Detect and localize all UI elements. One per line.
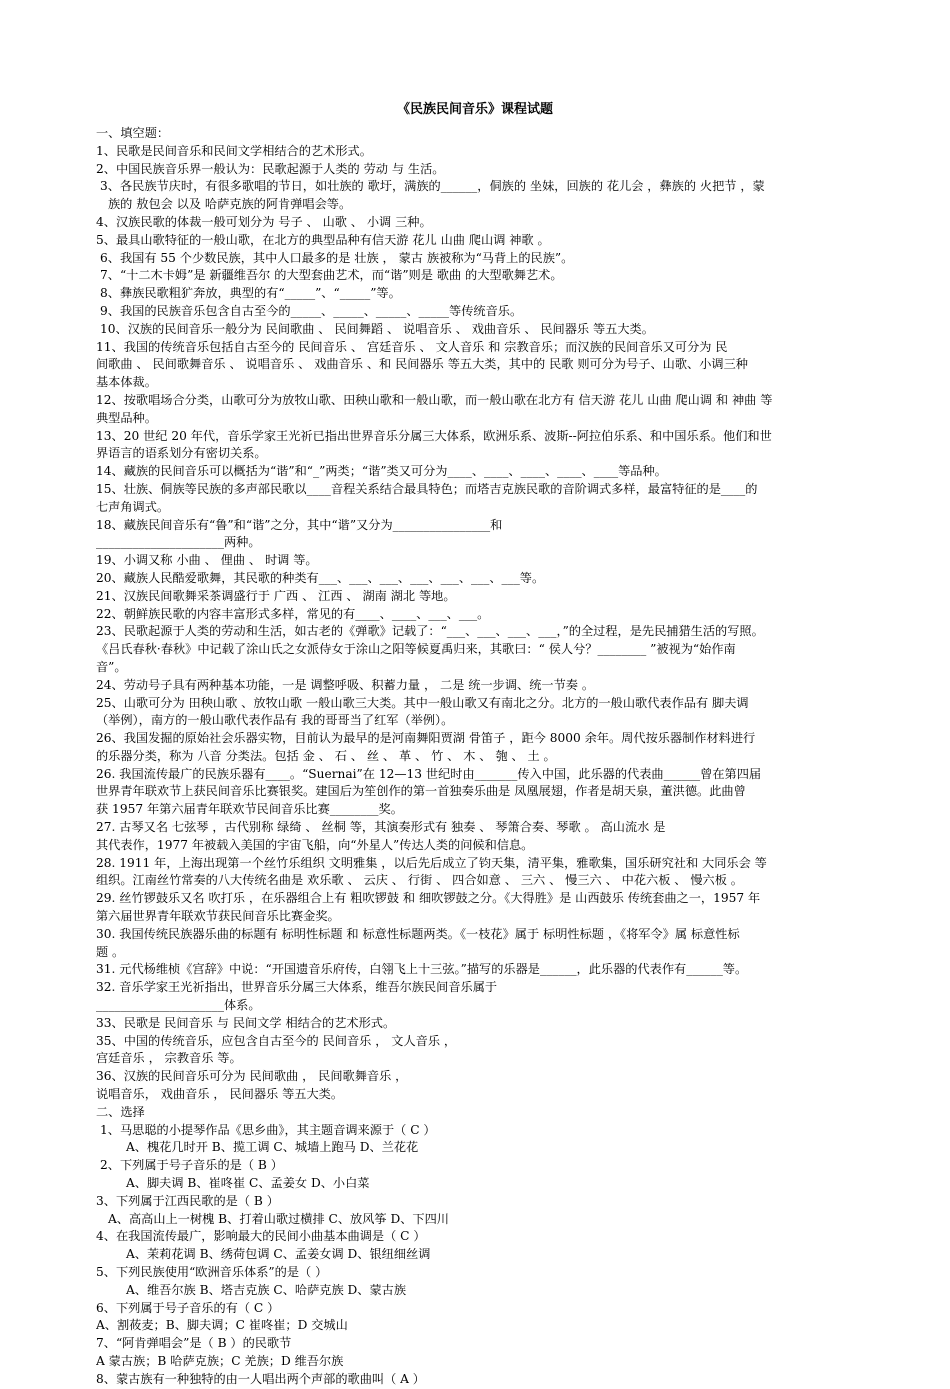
text-line: 9、我国的民族音乐包含自古至今的_____、_____、_____、_____等传统音乐。 — [100, 303, 523, 318]
text-line: 31. 元代杨维桢《宫辞》中说：“开国遗音乐府传，白翎飞上十三弦。”描写的乐器是______，此乐器的代表作有______等。 — [96, 962, 748, 977]
text-line: 一、填空题： — [96, 126, 170, 140]
text-line: 5、下列民族使用“欧洲音乐体系”的是（ ） — [96, 1265, 328, 1279]
text-line: A、茉莉花调 B、绣荷包调 C、孟姜女调 D、银纽细丝调 — [126, 1247, 431, 1262]
text-line: 宫廷音乐 ， 宗教音乐 等。 — [96, 1051, 242, 1066]
text-line: 23、民歌起源于人类的劳动和生活，如古老的《弹歌》记载了：“___、___、___、___，”的全过程，是先民捕猎生活的写照。 — [96, 624, 764, 639]
text-line: 族的 敖包会 以及 哈萨克族的阿肯弹唱会等。 — [108, 197, 352, 212]
text-line: 32. 音乐学家王光祈指出，世界音乐分属三大体系，维吾尔族民间音乐属于 — [96, 980, 498, 995]
text-line: 14、藏族的民间音乐可以概括为“谐”和“_”两类；“谐”类又可分为____、____、____、____、____等品种。 — [96, 464, 667, 479]
text-line: 13、20 世纪 20 年代，音乐学家王光祈已指出世界音乐分属三大体系，欧洲乐系、波斯--阿拉伯乐系、和中国乐系。他们和世 — [96, 428, 772, 443]
text-line: 30. 我国传统民族器乐曲的标题有 标明性标题 和 标意性标题两类。《一枝花》属于 标明性标题 ，《将军令》属 标意性标 — [96, 926, 740, 941]
text-line: 22、朝鲜族民歌的内容丰富形式多样，常见的有____、____、___、___。 — [96, 606, 490, 621]
text-line: A、高高山上一树槐 B、打着山歌过横排 C、放风筝 D、下四川 — [108, 1211, 449, 1226]
text-line: 界语言的语系划分有密切关系。 — [96, 446, 267, 461]
text-line: 7、“十二木卡姆”是 新疆维吾尔 的大型套曲艺术，而“谐”则是 歌曲 的大型歌舞艺术。 — [100, 268, 563, 283]
text-line: 1、民歌是民间音乐和民间文学相结合的艺术形式。 — [96, 143, 372, 158]
text-line: 基本体裁。 — [96, 375, 157, 390]
text-line: 6、我国有 55 个少数民族，其中人口最多的是 壮族 ， 蒙古 族被称为“马背上的民族”。 — [100, 250, 574, 265]
text-line: 29. 丝竹锣鼓乐又名 吹打乐 ，在乐器组合上有 粗吹锣鼓 和 细吹锣鼓之分。《大得胜》是 山西鼓乐 传统套曲之一，1957 年 — [96, 891, 761, 906]
text-line: 8、彝族民歌粗犷奔放，典型的有“_____”、“_____”等。 — [100, 286, 401, 301]
text-line: 18、藏族民间音乐有“鲁”和“谐”之分，其中“谐”又分为________________和 — [96, 517, 503, 532]
text-line: 12、按歌唱场合分类，山歌可分为放牧山歌、田秧山歌和一般山歌，而一般山歌在北方有 信天游 花儿 山曲 爬山调 和 神曲 等 — [96, 392, 773, 407]
text-line: 世界青年联欢节上获民间音乐比赛银奖。建国后为笙创作的第一首独奏乐曲是 凤凰展翅，作者是胡天泉，董洪德。此曲曾 — [96, 784, 746, 799]
text-line: 1、马思聪的小提琴作品《思乡曲》，其主题音调来源于（ C ） — [100, 1122, 436, 1137]
text-line: A 蒙古族；B 哈萨克族；C 羌族；D 维吾尔族 — [96, 1353, 344, 1368]
text-line: 组织。江南丝竹常奏的八大传统名曲是 欢乐歌 、 云庆 、 行街 、 四合如意 、 三六 、 慢三六 、 中花六板 、 慢六板 。 — [96, 873, 743, 888]
text-line: A、维吾尔族 B、塔吉克族 C、哈萨克族 D、蒙古族 — [126, 1282, 407, 1297]
text-line: 11、我国的传统音乐包括自古至今的 民间音乐 、 宫廷音乐 、 文人音乐 和 宗教音乐；而汉族的民间音乐又可分为 民 — [96, 339, 728, 354]
text-line: 4、汉族民歌的体裁一般可划分为 号子 、 山歌 、 小调 三种。 — [96, 214, 432, 229]
text-line: 二、选择 — [96, 1104, 145, 1119]
text-line: 间歌曲 、 民间歌舞音乐 、 说唱音乐 、 戏曲音乐 、和 民间器乐 等五大类，其中的 民歌 则可分为号子、山歌、小调三种 — [96, 357, 748, 372]
text-line: 典型品种。 — [96, 410, 157, 425]
text-line: 21、汉族民间歌舞采茶调盛行于 广西 、 江西 、 湖南 湖北 等地。 — [96, 588, 456, 603]
text-line: 《吕氏春秋·春秋》中记载了涂山氏之女派侍女于涂山之阳等候夏禹归来，其歌曰：“ 侯人兮？________ ”被视为“始作南 — [96, 642, 736, 657]
text-line: 36、汉族的民间音乐可分为 民间歌曲 ， 民间歌舞音乐 ， — [96, 1069, 408, 1084]
text-line: 的乐器分类，称为 八音 分类法。包括 金 、 石 、 丝 、 革 、 竹 、 木 、 匏 、 土 。 — [96, 748, 556, 763]
text-line: 2、中国民族音乐界一般认为：民歌起源于人类的 劳动 与 生活。 — [96, 161, 445, 176]
text-line: A、割莜麦；B、脚夫调；C 崔咚崔；D 交城山 — [96, 1318, 348, 1333]
text-line: _____________________两种。 — [96, 535, 261, 550]
text-line: A、脚夫调 B、崔咚崔 C、孟姜女 D、小白菜 — [126, 1176, 370, 1191]
text-line: 2、下列属于号子音乐的是（ B ） — [100, 1158, 283, 1173]
text-line: 19、小调又称 小曲 、 俚曲 、 时调 等。 — [96, 553, 318, 568]
text-line: _____________________体系。 — [96, 998, 261, 1013]
text-line: 10、汉族的民间音乐一般分为 民间歌曲 、 民间舞蹈 、 说唱音乐 、 戏曲音乐 、 民间器乐 等五大类。 — [100, 321, 654, 336]
text-line: 3、下列属于江西民歌的是（ B ） — [96, 1193, 279, 1208]
text-line: 其代表作，1977 年被载入美国的宇宙飞船，向“外星人”传达人类的问候和信息。 — [96, 837, 534, 852]
text-line: 题 。 — [96, 944, 125, 959]
text-line: 26. 我国流传最广的民族乐器有____。“Suernai”在 12—13 世纪时由_______传入中国，此乐器的代表曲______曾在第四届 — [96, 766, 762, 781]
text-line: 七声角调式。 — [96, 499, 170, 514]
text-line: 音”。 — [96, 659, 127, 674]
text-line: 26、我国发掘的原始社会乐器实物，目前认为最早的是河南舞阳贾湖 骨笛子 ，距今 8000 余年。周代按乐器制作材料进行 — [96, 731, 756, 746]
text-line: 27. 古琴又名 七弦琴 ，古代别称 绿绮 、 丝桐 等，其演奏形式有 独奏 、 琴箫合奏、琴歌 。 高山流水 是 — [96, 820, 666, 835]
text-line: 25、山歌可分为 田秧山歌 、放牧山歌 一般山歌三大类。其中一般山歌又有南北之分。北方的一般山歌代表作品有 脚夫调 — [96, 695, 749, 710]
text-line: 5、最具山歌特征的一般山歌，在北方的典型品种有信天游 花儿 山曲 爬山调 神歌 。 — [96, 232, 550, 247]
page-title: 《民族民间音乐》课程试题 — [396, 102, 553, 117]
text-line: 7、“阿肯弹唱会”是（ B ）的民歌节 — [96, 1336, 292, 1351]
text-line: 获 1957 年第六届青年联欢节民间音乐比赛________奖。 — [96, 802, 403, 817]
text-line: 24、劳动号子具有两种基本功能，一是 调整呼吸、积蓄力量 ， 二是 统一步调、统一节奏 。 — [96, 677, 595, 692]
text-line: 3、各民族节庆时，有很多歌唱的节日，如壮族的 歌圩，满族的______，侗族的 坐妹，回族的 花儿会 ，彝族的 火把节 ，蒙 — [100, 179, 765, 194]
text-line: 15、壮族、侗族等民族的多声部民歌以____音程关系结合最具特色；而塔吉克族民歌的音阶调式多样，最富特征的是____的 — [96, 481, 758, 496]
text-line: A、槐花几时开 B、揽工调 C、城墙上跑马 D、兰花花 — [126, 1140, 419, 1155]
text-line: 说唱音乐， 戏曲音乐 ， 民间器乐 等五大类。 — [96, 1087, 344, 1102]
text-line: 35、中国的传统音乐，应包含自古至今的 民间音乐 ， 文人音乐 ， — [96, 1033, 457, 1048]
text-line: 33、民歌是 民间音乐 与 民间文学 相结合的艺术形式。 — [96, 1015, 396, 1030]
text-line: 8、蒙古族有一种独特的由一人唱出两个声部的歌曲叫（ A ） — [96, 1371, 425, 1386]
text-line: 28. 1911 年，上海出现第一个丝竹乐组织 文明雅集 ，以后先后成立了钧天集，清平集，雅歌集，国乐研究社和 大同乐会 等 — [96, 855, 767, 870]
text-line: 6、下列属于号子音乐的有（ C ） — [96, 1300, 280, 1315]
text-line: （举例），南方的一般山歌代表作品有 我的哥哥当了红军（举例）。 — [96, 713, 454, 728]
question-list — [96, 125, 858, 1389]
text-line: 20、藏族人民酷爱歌舞，其民歌的种类有___、___、___、___、___、___、___等。 — [96, 570, 545, 585]
text-line: 4、在我国流传最广，影响最大的民间小曲基本曲调是（ C ） — [96, 1229, 426, 1244]
text-line: 第六届世界青年联欢节获民间音乐比赛金奖。 — [96, 909, 340, 924]
